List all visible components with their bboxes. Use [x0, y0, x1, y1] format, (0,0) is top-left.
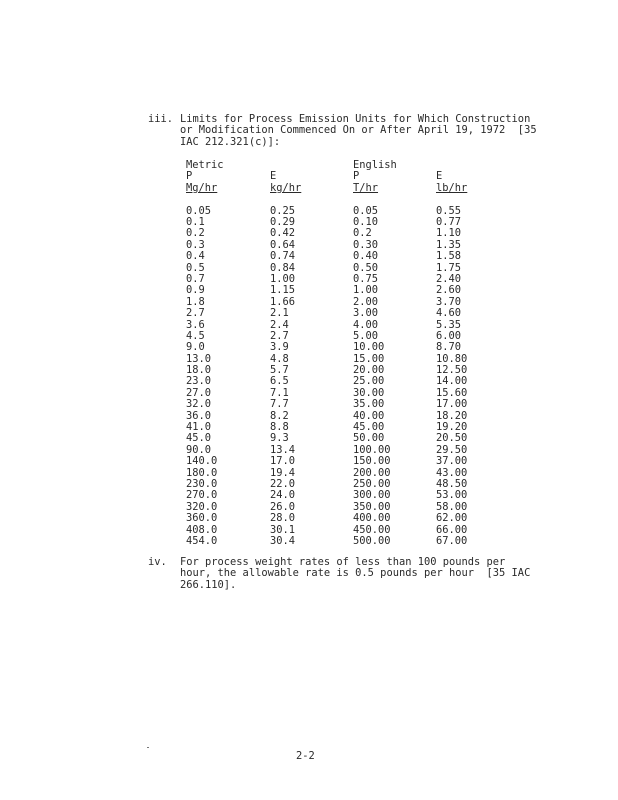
table-cell: 270.0	[186, 489, 218, 502]
table-cell: 3.70	[436, 295, 462, 308]
table-cell: 0.29	[270, 215, 296, 228]
table-cell: 350.00	[353, 500, 391, 513]
table-cell: 1.66	[270, 295, 296, 308]
table-cell: 0.05	[186, 204, 212, 217]
table-cell: 9.3	[270, 432, 289, 445]
table-cell: 450.00	[353, 523, 391, 536]
table-cell: 0.5	[186, 261, 205, 274]
table-cell: 5.35	[436, 318, 462, 331]
table-cell: 300.00	[353, 489, 391, 502]
table-cell: 7.1	[270, 386, 289, 399]
column-header: P	[186, 170, 193, 183]
table-cell: 0.55	[436, 204, 462, 217]
table-cell: 4.60	[436, 307, 462, 320]
table-cell: 13.0	[186, 352, 212, 365]
group-header-english: English	[353, 159, 397, 171]
table-cell: 0.7	[186, 272, 205, 285]
table-cell: 35.00	[353, 398, 385, 411]
table-cell: 8.70	[436, 341, 462, 354]
table-cell: 24.0	[270, 489, 296, 502]
paragraph-iv-numeral: iv.	[148, 556, 167, 568]
table-cell: 8.8	[270, 421, 289, 434]
table-cell: 90.0	[186, 443, 212, 456]
column-header: E	[270, 170, 277, 183]
table-cell: 62.00	[436, 512, 468, 525]
scan-speck	[147, 747, 149, 748]
table-cell: 3.6	[186, 318, 205, 331]
table-cell: 0.30	[353, 238, 379, 251]
table-cell: 30.4	[270, 534, 296, 547]
table-cell: 17.00	[436, 398, 468, 411]
table-cell: 22.0	[270, 477, 296, 490]
table-cell: 66.00	[436, 523, 468, 536]
table-cell: 400.00	[353, 512, 391, 525]
table-cell: 32.0	[186, 398, 212, 411]
table-cell: 4.00	[353, 318, 379, 331]
table-cell: 19.4	[270, 466, 296, 479]
paragraph-iii-numeral: iii.	[148, 113, 174, 125]
table-cell: 14.00	[436, 375, 468, 388]
table-cell: 0.50	[353, 261, 379, 274]
table-cell: 0.84	[270, 261, 296, 274]
table-cell: 200.00	[353, 466, 391, 479]
table-cell: 45.00	[353, 421, 385, 434]
table-cell: 45.0	[186, 432, 212, 445]
table-cell: 18.0	[186, 364, 212, 377]
table-cell: 1.00	[270, 272, 296, 285]
table-cell: 36.0	[186, 409, 212, 422]
table-cell: 17.0	[270, 455, 296, 468]
table-cell: 19.20	[436, 421, 468, 434]
table-cell: 1.00	[353, 284, 379, 297]
column-unit: Mg/hr	[186, 181, 218, 194]
table-cell: 10.80	[436, 352, 468, 365]
table-cell: 7.7	[270, 398, 289, 411]
table-cell: 150.00	[353, 455, 391, 468]
table-cell: 1.75	[436, 261, 462, 274]
table-cell: 1.58	[436, 250, 462, 263]
table-cell: 2.7	[186, 307, 205, 320]
table-cell: 13.4	[270, 443, 296, 456]
table-cell: 6.5	[270, 375, 289, 388]
table-cell: 2.60	[436, 284, 462, 297]
table-cell: 0.25	[270, 204, 296, 217]
table-cell: 40.00	[353, 409, 385, 422]
table-cell: 2.7	[270, 329, 289, 342]
group-header-metric: Metric	[186, 159, 224, 171]
table-cell: 1.15	[270, 284, 296, 297]
table-cell: 500.00	[353, 534, 391, 547]
table-cell: 30.1	[270, 523, 296, 536]
table-cell: 408.0	[186, 523, 218, 536]
column-unit: kg/hr	[270, 181, 302, 194]
table-cell: 12.50	[436, 364, 468, 377]
table-cell: 100.00	[353, 443, 391, 456]
table-cell: 26.0	[270, 500, 296, 513]
table-cell: 320.0	[186, 500, 218, 513]
column-header: E	[436, 170, 443, 183]
table-cell: 0.3	[186, 238, 205, 251]
table-cell: 58.00	[436, 500, 468, 513]
table-cell: 8.2	[270, 409, 289, 422]
table-cell: 0.75	[353, 272, 379, 285]
table-cell: 140.0	[186, 455, 218, 468]
page-number: 2-2	[296, 750, 315, 762]
table-cell: 2.40	[436, 272, 462, 285]
table-cell: 5.00	[353, 329, 379, 342]
table-cell: 0.2	[186, 227, 205, 240]
table-cell: 6.00	[436, 329, 462, 342]
table-cell: 20.50	[436, 432, 468, 445]
table-cell: 15.00	[353, 352, 385, 365]
column-header: P	[353, 170, 360, 183]
table-cell: 0.64	[270, 238, 296, 251]
table-cell: 25.00	[353, 375, 385, 388]
table-cell: 0.42	[270, 227, 296, 240]
table-cell: 48.50	[436, 477, 468, 490]
table-cell: 41.0	[186, 421, 212, 434]
table-cell: 18.20	[436, 409, 468, 422]
table-cell: 1.8	[186, 295, 205, 308]
table-cell: 15.60	[436, 386, 468, 399]
table-cell: 5.7	[270, 364, 289, 377]
table-cell: 0.74	[270, 250, 296, 263]
table-cell: 4.5	[186, 329, 205, 342]
table-cell: 1.35	[436, 238, 462, 251]
table-cell: 2.00	[353, 295, 379, 308]
table-cell: 454.0	[186, 534, 218, 547]
table-cell: 4.8	[270, 352, 289, 365]
table-cell: 28.0	[270, 512, 296, 525]
table-cell: 9.0	[186, 341, 205, 354]
table-cell: 0.9	[186, 284, 205, 297]
table-cell: 0.4	[186, 250, 205, 263]
table-cell: 0.05	[353, 204, 379, 217]
table-cell: 230.0	[186, 477, 218, 490]
table-cell: 30.00	[353, 386, 385, 399]
table-cell: 37.00	[436, 455, 468, 468]
table-cell: 3.00	[353, 307, 379, 320]
table-cell: 10.00	[353, 341, 385, 354]
table-cell: 29.50	[436, 443, 468, 456]
table-cell: 250.00	[353, 477, 391, 490]
table-cell: 43.00	[436, 466, 468, 479]
table-cell: 53.00	[436, 489, 468, 502]
table-cell: 0.10	[353, 215, 379, 228]
table-cell: 0.77	[436, 215, 462, 228]
table-cell: 0.1	[186, 215, 205, 228]
table-cell: 23.0	[186, 375, 212, 388]
table-cell: 180.0	[186, 466, 218, 479]
table-cell: 0.2	[353, 227, 372, 240]
table-cell: 0.40	[353, 250, 379, 263]
column-unit: T/hr	[353, 181, 379, 194]
table-cell: 67.00	[436, 534, 468, 547]
column-unit: lb/hr	[436, 181, 468, 194]
table-cell: 2.1	[270, 307, 289, 320]
table-cell: 1.10	[436, 227, 462, 240]
table-cell: 2.4	[270, 318, 289, 331]
table-cell: 20.00	[353, 364, 385, 377]
table-cell: 27.0	[186, 386, 212, 399]
table-cell: 360.0	[186, 512, 218, 525]
paragraph-iv-text: For process weight rates of less than 100 pounds per hour, the allowable rate is 0.5 pounds per hour [35 IAC 266.110].	[180, 556, 537, 591]
table-cell: 50.00	[353, 432, 385, 445]
paragraph-iii-text: Limits for Process Emission Units for Which Construction or Modification Commenced On or After April 19, 1972 [35 IAC 212.321(c)]:	[180, 113, 543, 148]
table-cell: 3.9	[270, 341, 289, 354]
